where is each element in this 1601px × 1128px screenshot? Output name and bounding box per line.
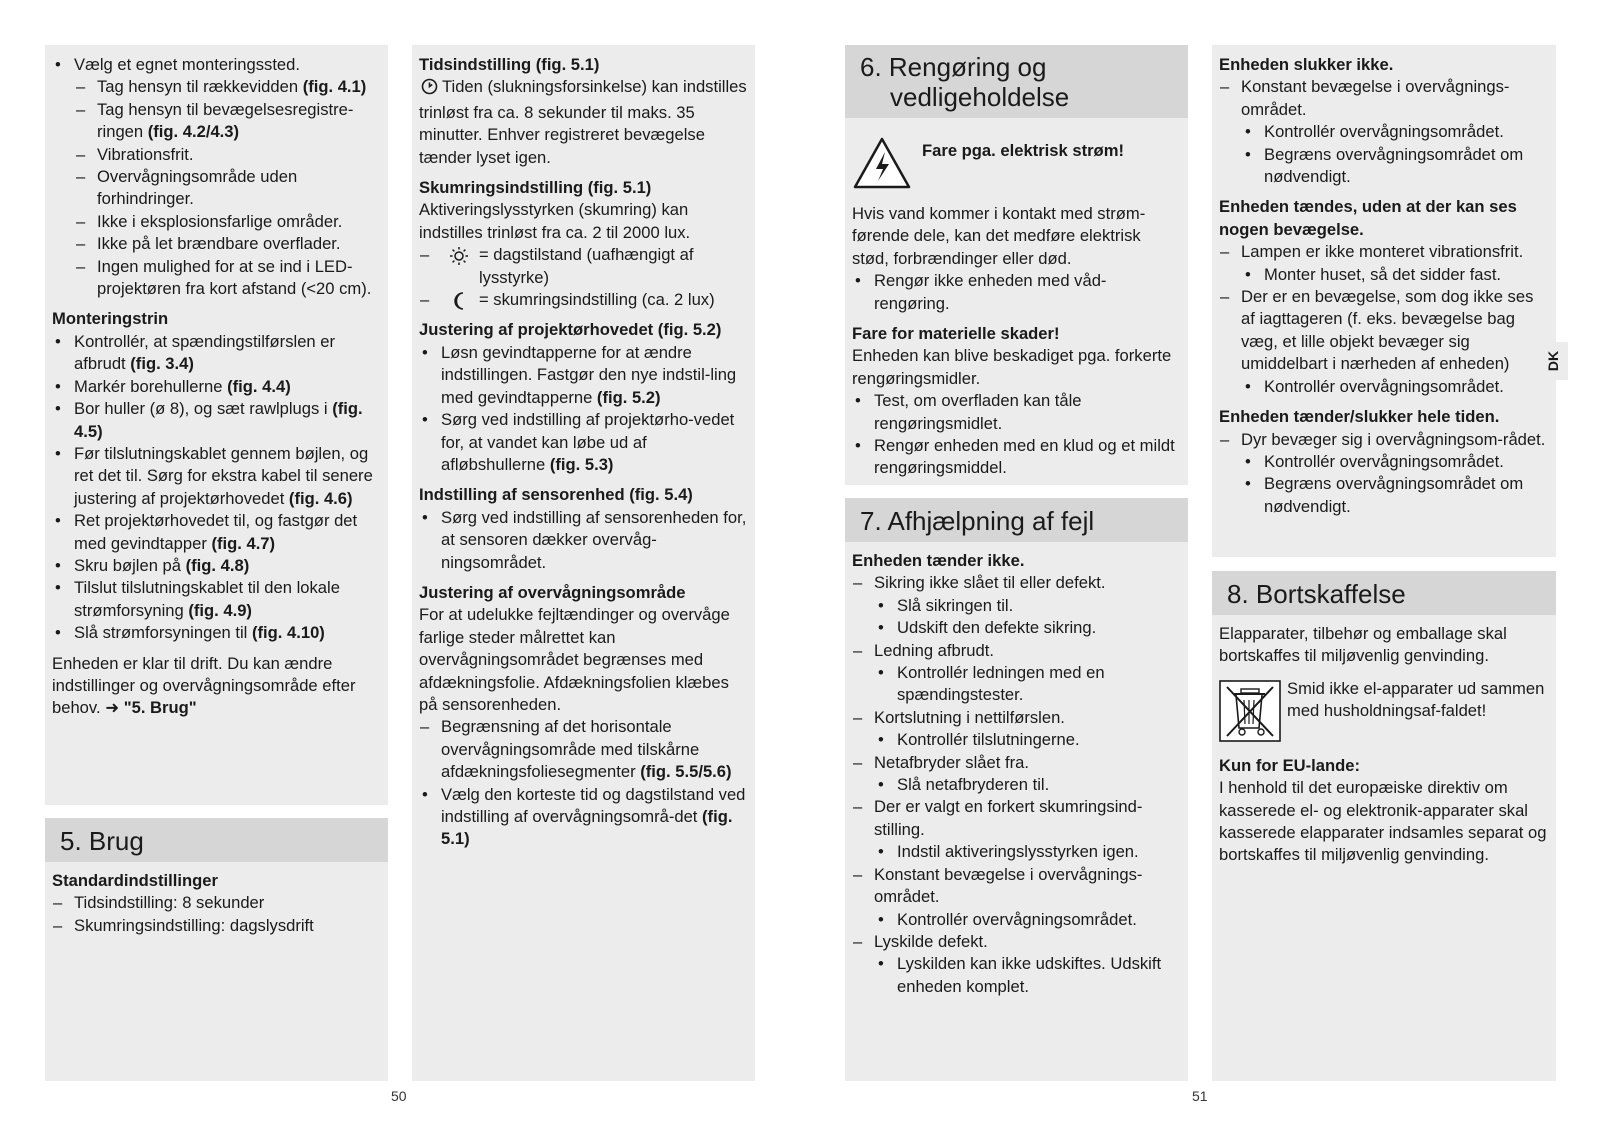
list-item: • Kontrollér tilslutningerne.: [852, 729, 1181, 751]
list-item: • Kontrollér overvågningsområdet.: [1219, 376, 1549, 398]
clock-icon: [421, 78, 438, 101]
paragraph: Tiden (slukningsforsinkelse) kan indstilles trinløst fra ca. 8 sekunder til maks. 35 minutter. Enhver registreret bevægelse tænder lyset igen.: [419, 77, 747, 167]
list-item: – Der er valgt en forkert skumringsind-stilling.: [852, 796, 1181, 841]
section-title: 8. Bortskaffelse: [1212, 571, 1556, 615]
section-7-box: [845, 498, 1188, 1081]
list-item: • Begræns overvågningsområdet om nødvendigt.: [1219, 473, 1549, 518]
section-heading: Enheden tænder ikke.: [852, 551, 1025, 570]
list-item: • Kontrollér overvågningsområdet.: [852, 909, 1181, 931]
list-item: • Rengør enheden med en klud og et mildt rengøringsmiddel.: [852, 435, 1181, 480]
list-item: • Test, om overfladen kan tåle rengøringsmidlet.: [852, 390, 1181, 435]
sun-icon: [449, 246, 469, 272]
list-item: – Sikring ikke slået til eller defekt.: [852, 572, 1181, 594]
section-heading: Tidsindstilling (fig. 5.1): [419, 55, 600, 74]
list-item: • Kontrollér overvågningsområdet.: [1219, 451, 1549, 473]
section-reference-link[interactable]: ➜ "5. Brug": [105, 698, 197, 718]
list-item: – Netafbryder slået fra.: [852, 752, 1181, 774]
section-heading: Monteringstrin: [52, 309, 169, 329]
paragraph: Hvis vand kommer i kontakt med strøm-førende dele, kan det medføre elektrisk stød, forbrændinger eller død.: [852, 204, 1146, 268]
list-item: • Markér borehullerne (fig. 4.4): [52, 376, 381, 398]
page-number-left: 50: [391, 1088, 407, 1104]
list-item: • Sørg ved indstilling af projektørho-vedet for, at vandet kan løbe ud af afløbshullerne (fig. 5.3): [419, 409, 748, 476]
page-number-right: 51: [1192, 1088, 1208, 1104]
list-item: – Vibrationsfrit.: [52, 144, 381, 166]
list-item: – Lyskilde defekt.: [852, 931, 1181, 953]
section-heading: Kun for EU-lande:: [1219, 755, 1361, 775]
electric-warning: [852, 136, 1181, 195]
list-item: • Sørg ved indstilling af sensorenheden for, at sensoren dækker overvåg-ningsområdet.: [419, 507, 748, 574]
section-heading: Indstilling af sensorenhed (fig. 5.4): [419, 485, 693, 505]
list-item: – Dyr bevæger sig i overvågningsom-rådet.: [1219, 429, 1549, 451]
list-item: • Indstil aktiveringslysstyrken igen.: [852, 841, 1181, 863]
list-item: – Lampen er ikke monteret vibrationsfrit.: [1219, 241, 1549, 263]
mounting-steps-list: [52, 331, 381, 645]
list-item: • Vælg den korteste tid og dagstilstand ved indstilling af overvågningsområ-det (fig. 5.1): [419, 784, 748, 851]
list-item: – Tag hensyn til bevægelsesregistre-ringen (fig. 4.2/4.3): [52, 99, 381, 144]
list-item: – Ledning afbrudt.: [852, 640, 1181, 662]
section-heading: Enheden tænder/slukker hele tiden.: [1219, 407, 1500, 427]
section-title: 6. Rengøring og vedligeholdelse: [845, 45, 1188, 118]
list-item: • Ret projektørhovedet til, og fastgør det med gevindtapper (fig. 4.7): [52, 510, 381, 555]
list-item: • Udskift den defekte sikring.: [852, 617, 1181, 639]
language-tab: DK: [1538, 342, 1568, 380]
section-6-box: [845, 45, 1188, 485]
list-item: • Kontrollér, at spændingstilførslen er afbrudt (fig. 3.4): [52, 331, 381, 376]
warning-label: Fare pga. elektrisk strøm!: [922, 141, 1124, 160]
list-item: • Løsn gevindtapperne for at ændre indstillingen. Fastgør den nye indstil-ling med gevindtapperne (fig. 5.2): [419, 342, 748, 409]
list-item: • Før tilslutningskablet gennem bøjlen, og ret det til. Sørg for ekstra kabel til senere justering af projektørhovedet (fig. 4.6): [52, 443, 381, 510]
list-item: • Kontrollér ledningen med en spændingstester.: [852, 662, 1181, 707]
section-heading: Standardindstillinger: [52, 871, 218, 890]
paragraph: Enheden kan blive beskadiget pga. forkerte rengøringsmidler.: [852, 346, 1172, 388]
list-item: • Bor huller (ø 8), og sæt rawlplugs i (fig. 4.5): [52, 398, 381, 443]
section-heading: Justering af projektørhovedet (fig. 5.2): [419, 320, 722, 340]
list-item: • Tilslut tilslutningskablet til den lokale strømforsyning (fig. 4.9): [52, 577, 381, 622]
list-item: • Monter huset, så det sidder fast.: [1219, 264, 1549, 286]
paragraph: Aktiveringslysstyrken (skumring) kan indstilles trinløst fra ca. 2 til 2000 lux.: [419, 200, 691, 242]
section-heading: Justering af overvågningsområde: [419, 582, 686, 602]
section-5-box: [45, 818, 388, 1081]
moon-icon: [451, 291, 469, 317]
paragraph: For at udelukke fejltændinger og overvåge farlige steder målrettet kan overvågningsområdet begrænses med afdækningsfolie. Afdækningsfolien klæbes på sensorenheden.: [419, 605, 730, 714]
list-item: – Tag hensyn til rækkevidden (fig. 4.1): [52, 76, 381, 98]
list-item: • Begræns overvågningsområdet om nødvendigt.: [1219, 144, 1549, 189]
list-item: – Der er en bevægelse, som dog ikke ses af iagttageren (f. eks. bevægelse bag væg, et lille objekt bevæger sig umiddelbart i nærheden af enheden): [1219, 286, 1549, 376]
list-item: – Ingen mulighed for at se ind i LED-projektøren fra kort afstand (<20 cm).: [52, 256, 381, 301]
disposal-notice: Smid ikke el-apparater ud sammen med husholdningsaf-faldet!: [1219, 678, 1549, 747]
section-heading: Enheden slukker ikke.: [1219, 55, 1394, 74]
list-item: • Kontrollér overvågningsområdet.: [1219, 121, 1549, 143]
high-voltage-warning-icon: [852, 136, 912, 195]
section-heading: Fare for materielle skader!: [852, 324, 1060, 344]
section-heading: Enheden tændes, uden at der kan ses nogen bevægelse.: [1219, 197, 1517, 239]
column-1: [45, 45, 388, 805]
mounting-site-sublist: [52, 76, 381, 300]
paragraph: I henhold til det europæiske direktiv om kasserede el- og elektronik-apparater skal kasserede elapparater indsamles separat og bortskaffes til miljøvenlig genvinding.: [1219, 778, 1547, 865]
list-item: – Skumringsindstilling: dagslysdrift: [52, 915, 381, 937]
list-item: – Overvågningsområde uden forhindringer.: [52, 166, 381, 211]
list-item: • Slå sikringen til.: [852, 595, 1181, 617]
ready-paragraph: Enheden er klar til drift. Du kan ændre indstillinger og overvågningsområde efter behov. ➜ "5. Brug": [52, 653, 356, 718]
section-title: 7. Afhjælpning af fejl: [845, 498, 1188, 542]
section-8-box: [1212, 571, 1556, 1081]
list-item: – = dagstilstand (uafhængigt af lysstyrke): [419, 244, 748, 289]
crossed-out-bin-icon: [1219, 680, 1281, 747]
paragraph: Elapparater, tilbehør og emballage skal bortskaffes til miljøvenlig genvinding.: [1219, 624, 1507, 666]
list-item: • Slå netafbryderen til.: [852, 774, 1181, 796]
list-item: • Slå strømforsyningen til (fig. 4.10): [52, 622, 381, 644]
list-item: • Rengør ikke enheden med våd-rengøring.: [852, 270, 1181, 315]
list-item: – = skumringsindstilling (ca. 2 lux): [419, 289, 748, 311]
list-item: – Konstant bevægelse i overvågnings-området.: [852, 864, 1181, 909]
column-2: [412, 45, 755, 1081]
column-4: [1212, 45, 1556, 557]
list-item: – Kortslutning i nettilførslen.: [852, 707, 1181, 729]
list-item: • Skru bøjlen på (fig. 4.8): [52, 555, 381, 577]
list-item: • Vælg et egnet monteringssted.: [52, 54, 381, 76]
list-item: – Begrænsning af det horisontale overvågningsområde med tilskårne afdækningsfoliesegmenter (fig. 5.5/5.6): [419, 716, 748, 783]
list-item: – Ikke på let brændbare overflader.: [52, 233, 381, 255]
section-title: 5. Brug: [45, 818, 388, 862]
list-item: – Tidsindstilling: 8 sekunder: [52, 892, 381, 914]
list-item: – Konstant bevægelse i overvågnings-området.: [1219, 76, 1549, 121]
section-heading: Skumringsindstilling (fig. 5.1): [419, 178, 652, 198]
list-item: – Ikke i eksplosionsfarlige områder.: [52, 211, 381, 233]
list-item: • Lyskilden kan ikke udskiftes. Udskift enheden komplet.: [852, 953, 1181, 998]
